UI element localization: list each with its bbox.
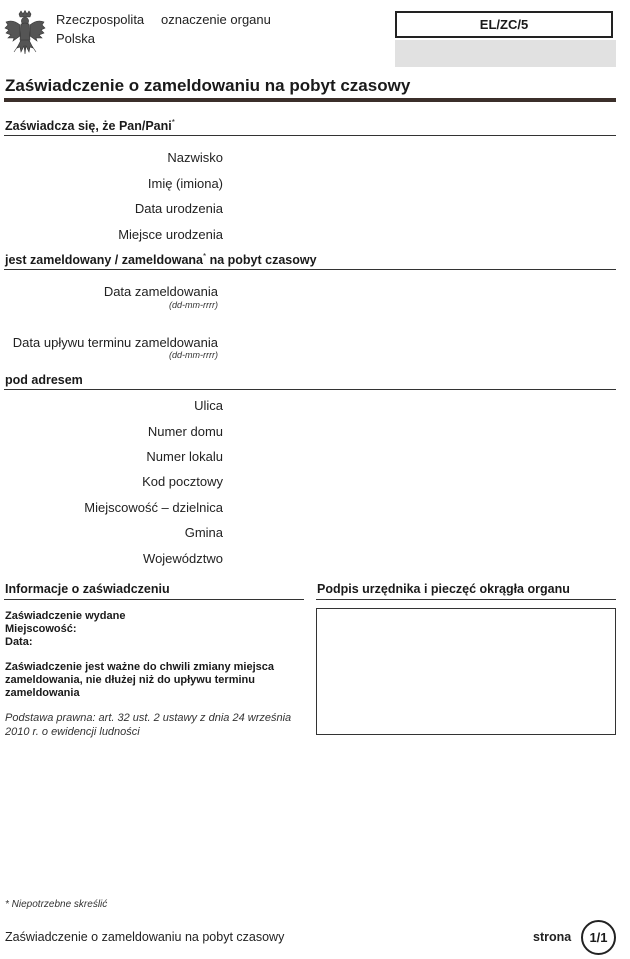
validity-note-line2: zameldowania, nie dłużej niż do upływu terminu	[5, 674, 255, 686]
date-format-hint: (dd-mm-rrrr)	[169, 300, 218, 310]
section-registration-heading-text: jest zameldowany / zameldowana	[5, 253, 203, 268]
field-label-municipality: Gmina	[184, 525, 223, 540]
info-divider	[4, 599, 304, 600]
date-label: Data:	[5, 636, 33, 648]
field-label-house-number: Numer domu	[147, 424, 223, 439]
field-label-postal-code: Kod pocztowy	[142, 474, 223, 489]
section-registration-heading	[5, 252, 317, 267]
issued-label: Zaświadczenie wydane	[5, 610, 126, 622]
field-label-registration-date: Data zameldowania	[103, 284, 218, 299]
footnote: * Niepotrzebne skreślić	[5, 899, 108, 910]
section-divider	[4, 135, 616, 136]
title-divider	[4, 98, 616, 102]
signature-heading: Podpis urzędnika i pieczęć okrągła organu	[317, 582, 570, 596]
document-title: Zaświadczenie o zameldowaniu na pobyt czasowy	[5, 76, 411, 95]
page-number-badge: 1/1	[581, 920, 616, 955]
form-code: EL/ZC/5	[395, 11, 613, 38]
field-label-apartment-number: Numer lokalu	[146, 449, 223, 464]
footer-title: Zaświadczenie o zameldowaniu na pobyt czasowy	[5, 930, 285, 944]
section-person-heading	[5, 118, 175, 133]
footnote-marker: *	[171, 118, 175, 127]
legal-basis-line1: Podstawa prawna: art. 32 ust. 2 ustawy z dnia 24 września	[5, 712, 292, 724]
legal-basis-line2: 2010 r. o ewidencji ludności	[5, 726, 140, 738]
field-label-birth-date: Data urodzenia	[134, 201, 223, 216]
organ-designation-field[interactable]	[395, 40, 616, 67]
field-label-first-names: Imię (imiona)	[147, 176, 223, 191]
polish-eagle-emblem	[4, 10, 46, 56]
signature-divider	[316, 599, 616, 600]
date-format-hint: (dd-mm-rrrr)	[169, 350, 218, 360]
section-divider	[4, 389, 616, 390]
field-label-birth-place: Miejsce urodzenia	[118, 227, 223, 242]
field-label-locality: Miejscowość – dzielnica	[84, 500, 223, 515]
page-label: strona	[533, 930, 572, 944]
organ-label: oznaczenie organu	[161, 12, 271, 27]
validity-note-line3: zameldowania	[5, 687, 80, 699]
field-label-voivodeship: Województwo	[143, 551, 223, 566]
field-label-street: Ulica	[194, 398, 223, 413]
section-person-heading-text: Zaświadcza się, że Pan/Pani	[5, 119, 172, 134]
section-divider	[4, 269, 616, 270]
state-name-line2: Polska	[56, 31, 96, 46]
footnote-marker: *	[202, 252, 207, 261]
place-label: Miejscowość:	[5, 623, 77, 635]
section-registration-heading-suffix: na pobyt czasowy	[209, 253, 317, 268]
validity-note-line1: Zaświadczenie jest ważne do chwili zmiany miejsca	[5, 661, 274, 673]
section-address-heading: pod adresem	[5, 373, 83, 387]
info-heading: Informacje o zaświadczeniu	[5, 582, 170, 596]
state-name-line1: Rzeczpospolita	[56, 12, 145, 27]
signature-stamp-box[interactable]	[316, 608, 616, 735]
field-label-expiry-date: Data upływu terminu zameldowania	[12, 335, 218, 350]
field-label-surname: Nazwisko	[167, 150, 223, 165]
